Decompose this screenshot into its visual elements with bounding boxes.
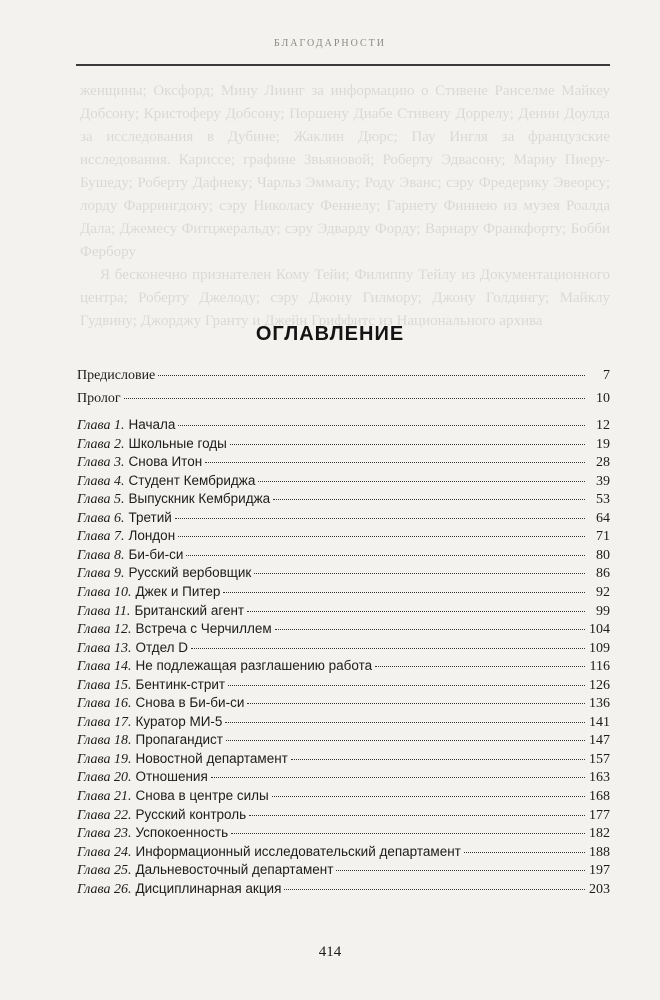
toc-entry: [77, 694, 610, 713]
toc-entry: [77, 843, 610, 862]
dot-leader: [158, 375, 585, 376]
toc-page-number: 197: [589, 863, 610, 879]
toc-entry: [77, 367, 610, 386]
toc-page-number: 141: [589, 714, 610, 730]
toc-page-number: 39: [596, 473, 610, 489]
toc-entry-label: Пропагандист: [135, 732, 223, 748]
dot-leader: [258, 481, 585, 482]
toc-entry: [77, 806, 610, 825]
toc-entry-label: Снова в центре силы: [135, 788, 269, 804]
toc-entry-label: Джек и Питер: [135, 584, 221, 600]
toc-page-number: 19: [596, 436, 610, 452]
toc-entry: [77, 676, 610, 695]
toc-chapter-prefix: Глава 8.: [77, 547, 125, 563]
toc-entry-label: Отдел D: [135, 639, 189, 655]
dot-leader: [228, 685, 585, 686]
toc-chapter-prefix: Глава 14.: [77, 659, 132, 675]
dot-leader: [205, 462, 585, 463]
running-header: БЛАГОДАРНОСТИ: [274, 38, 386, 49]
toc-entry-label: Третий: [128, 509, 172, 525]
toc-page-number: 163: [589, 770, 610, 786]
toc-entry: [77, 787, 610, 806]
dot-leader: [291, 759, 585, 760]
toc-list: [77, 367, 610, 898]
toc-entry-label: Успокоенность: [135, 825, 229, 841]
toc-page-number: 147: [589, 733, 610, 749]
toc-entry: [77, 731, 610, 750]
toc-page-number: 203: [589, 881, 610, 897]
dot-leader: [178, 425, 585, 426]
toc-chapter-prefix: Глава 20.: [77, 770, 132, 786]
toc-entry-label: Би-би-си: [128, 546, 184, 562]
toc-chapter-prefix: Глава 2.: [77, 436, 125, 452]
toc-page-number: 126: [589, 677, 610, 693]
toc-entry: [77, 657, 610, 676]
toc-entry: [77, 861, 610, 880]
toc-entry-label: Дальневосточный департамент: [135, 862, 334, 878]
toc-entry: [77, 546, 610, 565]
toc-chapter-prefix: Глава 23.: [77, 826, 132, 842]
toc-chapter-prefix: Глава 9.: [77, 566, 125, 582]
toc-entry: [77, 768, 610, 787]
page-number: 414: [318, 944, 342, 960]
toc-entry-label: Начала: [128, 417, 176, 433]
toc-chapter-prefix: Глава 19.: [77, 751, 132, 767]
toc-chapter-prefix: Глава 4.: [77, 473, 125, 489]
toc-entry-label: Русский вербовщик: [128, 565, 252, 581]
toc-entry: [77, 639, 610, 658]
toc-entry: [77, 435, 610, 454]
toc-entry-label: Пролог: [77, 390, 121, 406]
dot-leader: [186, 555, 585, 556]
dot-leader: [175, 518, 585, 519]
toc-entry-label: Снова в Би-би-си: [135, 695, 245, 711]
dot-leader: [284, 889, 585, 890]
toc-page-number: 136: [589, 696, 610, 712]
toc-entry-label: Выпускник Кембриджа: [128, 491, 271, 507]
toc-page-number: 182: [589, 826, 610, 842]
toc-chapter-prefix: Глава 22.: [77, 807, 132, 823]
toc-chapter-prefix: Глава 1.: [77, 418, 125, 434]
toc-page-number: 92: [596, 585, 610, 601]
toc-entry: [77, 564, 610, 583]
toc-entry-label: Бентинк-стрит: [135, 676, 226, 692]
toc-chapter-prefix: Глава 13.: [77, 640, 132, 656]
toc-entry: [77, 416, 610, 435]
toc-entry: [77, 602, 610, 621]
toc-entry-label: Школьные годы: [128, 435, 227, 451]
toc-page-number: 104: [589, 622, 610, 638]
toc-page-number: 168: [589, 789, 610, 805]
toc-chapter-prefix: Глава 7.: [77, 529, 125, 545]
toc-chapter-prefix: Глава 10.: [77, 585, 132, 601]
toc-chapter-prefix: Глава 3.: [77, 455, 125, 471]
toc-page-number: 80: [596, 547, 610, 563]
dot-leader: [375, 666, 585, 667]
toc-entry-label: Информационный исследовательский департамент: [135, 843, 461, 859]
toc-page-number: 53: [596, 492, 610, 508]
toc-entry-label: Предисловие: [77, 368, 156, 383]
toc-chapter-prefix: Глава 5.: [77, 492, 125, 508]
toc-entry: [77, 750, 610, 769]
toc-entry-label: Новостной департамент: [135, 750, 288, 766]
toc-chapter-prefix: Глава 18.: [77, 733, 132, 749]
toc-entry: [77, 583, 610, 602]
toc-entry: [77, 824, 610, 843]
bleed-paragraph-1: женщины; Оксфорд; Мину Лиинг за информацию о Стивене Ранселме Майкеу Добсону; Кристоферу Добсону; Поршену Диабе Стивену Доррелу; Дении Доулда за исследования в Дубине; Жаклин Дюрс; Пау Ингля за французские исследования. Кариссе; графине Звьяновой; Роберту Эдвасону; Мариу Пиеру-Бушеду; Роберту Дафнеку; Чарльз Эммалу; Роду Эванс; сэру Фредерику Эвеорсу; лорду Фаррингдону; сэру Николасу Феннелу; Гарнету Финнею из музея Роалда Дала; Джемесу Фитцжеральду; сэру Эдварду Форду; Варнару Франкфорту; Бобби Фербору: [80, 83, 610, 260]
bleed-paragraph-2: Я бесконечно признателен Кому Тейи; Филиппу Тейлу из Документационного центра; Роберту Джелоду; сэру Джону Гилмору; Джону Голдингу; Майклу Гудвину; Джорджу Гранту и Джейн Гриффитс из Национального архива: [80, 267, 610, 329]
toc-chapter-prefix: Глава 12.: [77, 622, 132, 638]
toc-page-number: 116: [589, 659, 610, 675]
toc-entry: [77, 509, 610, 528]
dot-leader: [211, 777, 585, 778]
dot-leader: [247, 611, 585, 612]
toc-chapter-prefix: Глава 17.: [77, 714, 132, 730]
toc-chapter-prefix: Глава 15.: [77, 677, 132, 693]
toc-page-number: 157: [589, 751, 610, 767]
dot-leader: [275, 629, 585, 630]
dot-leader: [124, 398, 585, 399]
toc-chapter-prefix: Глава 26.: [77, 881, 132, 897]
toc-entry-label: Куратор МИ-5: [135, 713, 223, 729]
toc-title: ОГЛАВЛЕНИЕ: [255, 323, 405, 345]
toc-chapter-prefix: Глава 6.: [77, 510, 125, 526]
dot-leader: [247, 703, 585, 704]
toc-chapter-prefix: Глава 21.: [77, 789, 132, 805]
dot-leader: [178, 536, 585, 537]
dot-leader: [226, 740, 585, 741]
toc-page-number: 10: [596, 390, 610, 406]
toc-chapter-prefix: Глава 25.: [77, 863, 132, 879]
toc-page-number: 71: [596, 529, 610, 545]
dot-leader: [249, 815, 585, 816]
dot-leader: [272, 796, 585, 797]
dot-leader: [223, 592, 585, 593]
dot-leader: [336, 870, 585, 871]
toc-page-number: 7: [603, 368, 610, 383]
dot-leader: [231, 833, 585, 834]
toc-entry: [77, 453, 610, 472]
toc-page-number: 86: [596, 566, 610, 582]
toc-entry: [77, 472, 610, 491]
header-rule: [76, 64, 610, 66]
toc-chapter-prefix: Глава 24.: [77, 844, 132, 860]
toc-chapter-prefix: Глава 16.: [77, 696, 132, 712]
toc-entry-label: Снова Итон: [128, 454, 203, 470]
toc-entry-label: Встреча с Черчиллем: [135, 621, 272, 637]
toc-page-number: 28: [596, 455, 610, 471]
toc-page-number: 99: [596, 603, 610, 619]
dot-leader: [191, 648, 585, 649]
toc-entry: [77, 527, 610, 546]
toc-page-number: 177: [589, 807, 610, 823]
toc-entry: [77, 620, 610, 639]
toc-entry: [77, 490, 610, 509]
toc-page-number: 109: [589, 640, 610, 656]
toc-page-number: 188: [589, 844, 610, 860]
toc-entry: [77, 713, 610, 732]
toc-entry-label: Лондон: [128, 528, 176, 544]
toc-entry-label: Русский контроль: [135, 806, 247, 822]
toc-entry-label: Не подлежащая разглашению работа: [135, 658, 373, 674]
toc-page-number: 12: [596, 418, 610, 434]
bleed-through-text: [80, 80, 610, 333]
toc-entry: [77, 390, 610, 409]
dot-leader: [230, 444, 585, 445]
dot-leader: [254, 573, 585, 574]
dot-leader: [225, 722, 585, 723]
dot-leader: [464, 852, 585, 853]
toc-entry-label: Дисциплинарная акция: [135, 880, 282, 896]
toc-entry-label: Отношения: [135, 769, 208, 785]
toc-entry-label: Британский агент: [134, 602, 245, 618]
toc-entry-label: Студент Кембриджа: [128, 472, 256, 488]
toc-page-number: 64: [596, 510, 610, 526]
dot-leader: [273, 499, 585, 500]
toc-chapter-prefix: Глава 11.: [77, 603, 131, 619]
toc-entry: [77, 880, 610, 899]
